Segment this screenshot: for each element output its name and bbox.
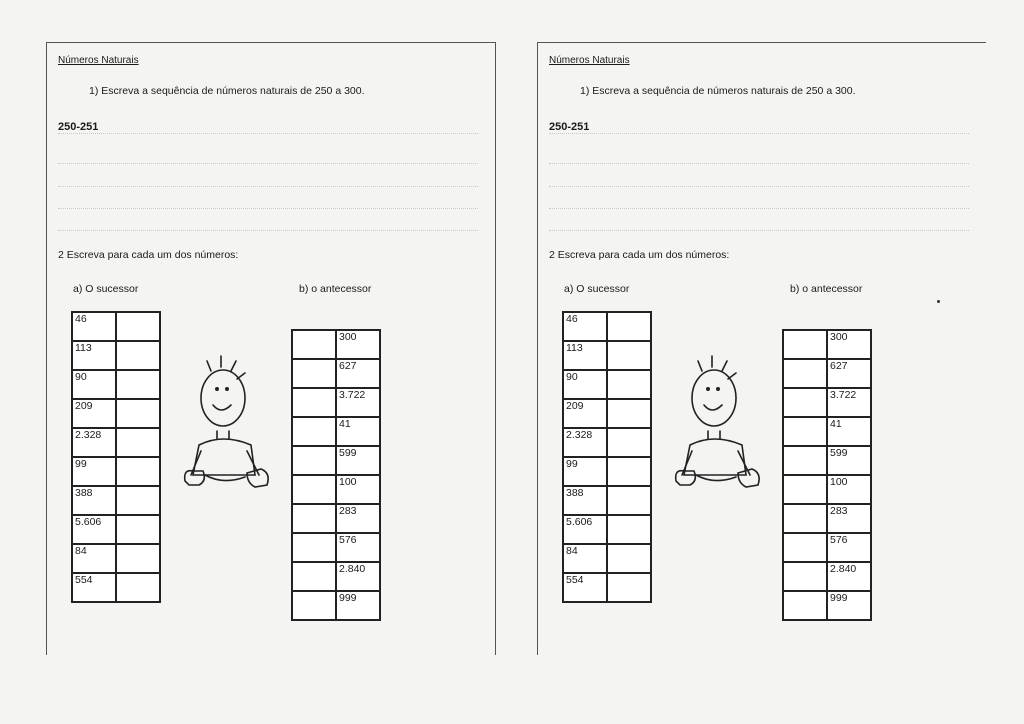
answer-cell[interactable] bbox=[607, 515, 651, 544]
number-cell: 46 bbox=[563, 312, 607, 341]
answer-cell[interactable] bbox=[783, 591, 827, 620]
answer-cell[interactable] bbox=[116, 486, 160, 515]
table-row bbox=[563, 428, 651, 457]
answer-cell[interactable] bbox=[292, 446, 336, 475]
number-cell: 388 bbox=[563, 486, 607, 515]
answer-cell[interactable] bbox=[783, 388, 827, 417]
answer-cell[interactable] bbox=[783, 446, 827, 475]
label-antecessor: b) o antecessor bbox=[299, 283, 372, 295]
table-row bbox=[563, 399, 651, 428]
label-sucessor: a) O sucessor bbox=[564, 283, 630, 295]
number-cell: 41 bbox=[336, 417, 380, 446]
number-cell: 209 bbox=[563, 399, 607, 428]
answer-line bbox=[549, 186, 969, 187]
table-row bbox=[783, 359, 871, 388]
table-row bbox=[292, 504, 380, 533]
answer-line bbox=[549, 208, 969, 209]
number-cell: 3.722 bbox=[827, 388, 871, 417]
answer-line bbox=[58, 186, 478, 187]
worksheet-title: Números Naturais bbox=[58, 55, 139, 66]
answer-cell[interactable] bbox=[116, 341, 160, 370]
number-cell: 3.722 bbox=[336, 388, 380, 417]
answer-cell[interactable] bbox=[292, 330, 336, 359]
number-cell: 554 bbox=[563, 573, 607, 602]
table-row bbox=[292, 475, 380, 504]
table-row bbox=[783, 591, 871, 620]
sequence-start: 250-251 bbox=[549, 121, 590, 133]
answer-cell[interactable] bbox=[607, 544, 651, 573]
answer-cell[interactable] bbox=[292, 475, 336, 504]
number-cell: 5.606 bbox=[72, 515, 116, 544]
table-row bbox=[72, 341, 160, 370]
answer-line bbox=[58, 163, 478, 164]
answer-line bbox=[58, 133, 478, 134]
number-cell: 2.840 bbox=[336, 562, 380, 591]
number-cell: 388 bbox=[72, 486, 116, 515]
number-cell: 84 bbox=[563, 544, 607, 573]
answer-cell[interactable] bbox=[607, 457, 651, 486]
answer-line bbox=[58, 230, 478, 231]
answer-cell[interactable] bbox=[292, 388, 336, 417]
number-cell: 999 bbox=[336, 591, 380, 620]
number-cell: 576 bbox=[827, 533, 871, 562]
table-row bbox=[783, 475, 871, 504]
answer-cell[interactable] bbox=[783, 330, 827, 359]
number-cell: 283 bbox=[336, 504, 380, 533]
label-sucessor: a) O sucessor bbox=[73, 283, 139, 295]
number-cell: 2.328 bbox=[72, 428, 116, 457]
answer-line bbox=[549, 133, 969, 134]
answer-cell[interactable] bbox=[292, 417, 336, 446]
answer-line bbox=[58, 208, 478, 209]
antecessor-table bbox=[291, 329, 381, 621]
answer-cell[interactable] bbox=[292, 359, 336, 388]
question-2: 2 Escreva para cada um dos números: bbox=[549, 249, 730, 261]
number-cell: 41 bbox=[827, 417, 871, 446]
number-cell: 2.840 bbox=[827, 562, 871, 591]
table-row bbox=[292, 330, 380, 359]
number-cell: 90 bbox=[72, 370, 116, 399]
table-row bbox=[72, 457, 160, 486]
answer-line bbox=[549, 230, 969, 231]
answer-cell[interactable] bbox=[783, 359, 827, 388]
number-cell: 599 bbox=[827, 446, 871, 475]
question-1: 1) Escreva a sequência de números naturais de 250 a 300. bbox=[89, 85, 365, 97]
answer-cell[interactable] bbox=[292, 533, 336, 562]
table-row bbox=[783, 417, 871, 446]
number-cell: 627 bbox=[827, 359, 871, 388]
table-row bbox=[72, 573, 160, 602]
table-row bbox=[563, 544, 651, 573]
answer-cell[interactable] bbox=[292, 591, 336, 620]
table-row bbox=[72, 544, 160, 573]
answer-cell[interactable] bbox=[607, 486, 651, 515]
answer-cell[interactable] bbox=[783, 504, 827, 533]
table-row bbox=[563, 515, 651, 544]
question-1: 1) Escreva a sequência de números naturais de 250 a 300. bbox=[580, 85, 856, 97]
table-row bbox=[292, 591, 380, 620]
table-row bbox=[292, 446, 380, 475]
worksheet-title: Números Naturais bbox=[549, 55, 630, 66]
boy-illustration-icon bbox=[181, 353, 277, 503]
answer-cell[interactable] bbox=[607, 370, 651, 399]
table-row bbox=[783, 562, 871, 591]
worksheet-right bbox=[537, 42, 986, 655]
answer-cell[interactable] bbox=[116, 573, 160, 602]
table-row bbox=[783, 446, 871, 475]
answer-cell[interactable] bbox=[116, 399, 160, 428]
number-cell: 46 bbox=[72, 312, 116, 341]
answer-cell[interactable] bbox=[292, 504, 336, 533]
answer-cell[interactable] bbox=[607, 312, 651, 341]
table-row bbox=[783, 504, 871, 533]
table-row bbox=[563, 486, 651, 515]
table-row bbox=[783, 533, 871, 562]
number-cell: 2.328 bbox=[563, 428, 607, 457]
table-row bbox=[72, 312, 160, 341]
sequence-start: 250-251 bbox=[58, 121, 99, 133]
table-row bbox=[292, 417, 380, 446]
answer-cell[interactable] bbox=[783, 417, 827, 446]
answer-cell[interactable] bbox=[607, 428, 651, 457]
table-row bbox=[72, 486, 160, 515]
sucessor-table bbox=[71, 311, 161, 603]
table-row bbox=[783, 330, 871, 359]
number-cell: 283 bbox=[827, 504, 871, 533]
table-row bbox=[292, 359, 380, 388]
table-row bbox=[72, 428, 160, 457]
label-antecessor: b) o antecessor bbox=[790, 283, 863, 295]
number-cell: 100 bbox=[827, 475, 871, 504]
antecessor-table bbox=[782, 329, 872, 621]
answer-cell[interactable] bbox=[607, 573, 651, 602]
worksheet-left bbox=[46, 42, 496, 655]
table-row bbox=[72, 515, 160, 544]
number-cell: 100 bbox=[336, 475, 380, 504]
table-row bbox=[292, 533, 380, 562]
answer-cell[interactable] bbox=[783, 533, 827, 562]
number-cell: 554 bbox=[72, 573, 116, 602]
speck bbox=[937, 300, 940, 303]
number-cell: 209 bbox=[72, 399, 116, 428]
number-cell: 113 bbox=[72, 341, 116, 370]
answer-cell[interactable] bbox=[116, 544, 160, 573]
number-cell: 5.606 bbox=[563, 515, 607, 544]
number-cell: 999 bbox=[827, 591, 871, 620]
table-row bbox=[563, 341, 651, 370]
table-row bbox=[563, 457, 651, 486]
answer-cell[interactable] bbox=[783, 475, 827, 504]
answer-line bbox=[549, 163, 969, 164]
table-row bbox=[72, 399, 160, 428]
answer-cell[interactable] bbox=[607, 399, 651, 428]
answer-cell[interactable] bbox=[783, 562, 827, 591]
number-cell: 99 bbox=[72, 457, 116, 486]
answer-cell[interactable] bbox=[116, 515, 160, 544]
number-cell: 99 bbox=[563, 457, 607, 486]
number-cell: 90 bbox=[563, 370, 607, 399]
answer-cell[interactable] bbox=[116, 312, 160, 341]
table-row bbox=[563, 370, 651, 399]
boy-illustration-icon bbox=[672, 353, 768, 503]
answer-cell[interactable] bbox=[607, 341, 651, 370]
table-row bbox=[292, 388, 380, 417]
number-cell: 599 bbox=[336, 446, 380, 475]
question-2: 2 Escreva para cada um dos números: bbox=[58, 249, 239, 261]
answer-cell[interactable] bbox=[292, 562, 336, 591]
number-cell: 84 bbox=[72, 544, 116, 573]
number-cell: 627 bbox=[336, 359, 380, 388]
table-row bbox=[563, 312, 651, 341]
answer-cell[interactable] bbox=[116, 370, 160, 399]
table-row bbox=[783, 388, 871, 417]
number-cell: 576 bbox=[336, 533, 380, 562]
sucessor-table bbox=[562, 311, 652, 603]
table-row bbox=[292, 562, 380, 591]
number-cell: 113 bbox=[563, 341, 607, 370]
number-cell: 300 bbox=[336, 330, 380, 359]
answer-cell[interactable] bbox=[116, 457, 160, 486]
table-row bbox=[563, 573, 651, 602]
answer-cell[interactable] bbox=[116, 428, 160, 457]
number-cell: 300 bbox=[827, 330, 871, 359]
table-row bbox=[72, 370, 160, 399]
